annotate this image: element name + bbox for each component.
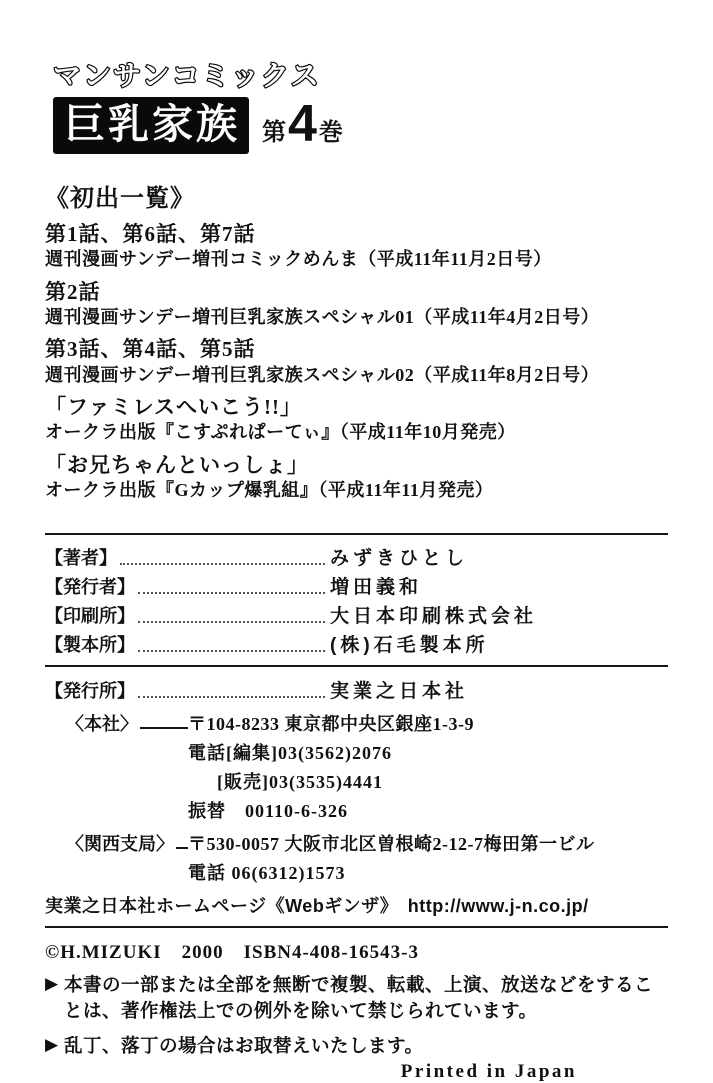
first-publication-heading: 《初出一覧》 <box>45 186 195 212</box>
volume-prefix: 第 <box>262 118 286 146</box>
phone-editorial: 電話[編集]03(3562)2076 <box>188 742 392 763</box>
copyright-isbn-line: ©H.MIZUKI 2000 ISBN4-408-16543-3 <box>45 941 419 963</box>
office-head-row <box>45 705 668 736</box>
volume-label <box>262 95 343 154</box>
credit-label: 【発行者】 <box>45 576 135 597</box>
triangle-bullet-icon: ▶ <box>45 973 59 993</box>
title-row <box>53 97 668 154</box>
divider <box>45 926 668 928</box>
legal-notice <box>45 973 668 1026</box>
phone-sales: [販売]03(3535)4441 <box>217 771 383 792</box>
credit-label: 【著者】 <box>45 547 117 568</box>
entry-title: 「ファミレスへいこう!!」 <box>45 395 302 420</box>
table-row <box>45 599 668 628</box>
series-logo: マンサンコミックス <box>53 60 321 91</box>
credit-label: 【製本所】 <box>45 634 135 655</box>
publisher-section <box>45 667 668 918</box>
footer-section <box>45 937 668 1083</box>
office-head-office <box>45 705 668 823</box>
office-contact-lines <box>45 736 668 823</box>
office-address: 〒104-8233 東京都中央区銀座1-3-9 <box>188 713 474 734</box>
publisher-name: 実業之日本社 <box>330 680 469 702</box>
office-name: 〈関西支局〉 <box>66 833 174 854</box>
table-row <box>45 541 668 570</box>
list-item <box>45 280 668 329</box>
dash-leader <box>140 727 188 729</box>
office-name: 〈本社〉 <box>66 713 138 734</box>
table-row <box>45 628 668 657</box>
entry-title: 第3話、第4話、第5話 <box>45 337 256 362</box>
volume-number: 4 <box>288 95 317 154</box>
list-item <box>45 395 668 444</box>
credit-value: 大日本印刷株式会社 <box>330 605 538 627</box>
credit-value: みずきひとし <box>330 547 469 569</box>
list-item <box>45 337 668 386</box>
postal-transfer: 振替 00110-6-326 <box>188 800 348 821</box>
dotted-leader <box>138 696 325 698</box>
list-item <box>45 222 668 271</box>
office-name-wrap <box>66 830 188 856</box>
replacement-notice <box>45 1034 668 1060</box>
homepage-url: 実業之日本社ホームページ《Webギンザ》 http://www.j-n.co.jp/ <box>45 895 589 916</box>
credit-value: (株)石毛製本所 <box>330 634 489 656</box>
logo-block <box>45 0 668 154</box>
office-address: 〒530-0057 大阪市北区曽根崎2-12-7梅田第一ビル <box>188 833 595 854</box>
volume-suffix: 巻 <box>318 118 343 146</box>
publisher-label: 【発行所】 <box>45 680 135 701</box>
printed-in-japan: Printed in Japan <box>400 1061 577 1083</box>
entry-source: オークラ出版『Gカップ爆乳組』（平成11年11月発売） <box>45 480 494 501</box>
entry-title: 第1話、第6話、第7話 <box>45 222 256 246</box>
dash-leader <box>176 847 188 849</box>
entry-source: オークラ出版『こすぷれぱーてぃ』（平成11年10月発売） <box>45 422 516 443</box>
office-contact-lines <box>45 856 668 885</box>
notice-text: 本書の一部または全部を無断で複製、転載、上演、放送などをすることは、著作権法上での例外を除いて禁じられています。 <box>64 975 654 1022</box>
table-row <box>45 674 668 703</box>
credit-value: 増田義和 <box>330 576 423 598</box>
first-publication-section <box>45 178 668 502</box>
dotted-leader <box>120 563 325 565</box>
triangle-bullet-icon: ▶ <box>45 1035 59 1055</box>
phone-kansai: 電話 06(6312)1573 <box>188 862 346 883</box>
book-title: 巨乳家族 <box>53 97 249 154</box>
office-name-wrap <box>66 710 188 736</box>
table-row <box>45 570 668 599</box>
entry-title: 第2話 <box>45 279 101 304</box>
entry-source: 週刊漫画サンデー増刊巨乳家族スペシャル02（平成11年8月2日号） <box>45 364 600 385</box>
entry-source: 週刊漫画サンデー増刊巨乳家族スペシャル01（平成11年4月2日号） <box>45 306 600 327</box>
dotted-leader <box>138 592 325 594</box>
credits-section <box>45 535 668 661</box>
list-item <box>45 453 668 502</box>
entry-source: 週刊漫画サンデー増刊コミックめんま（平成11年11月2日号） <box>45 249 552 270</box>
credit-label: 【印刷所】 <box>45 605 135 626</box>
entry-title: 「お兄ちゃんといっしょ」 <box>45 452 309 477</box>
dotted-leader <box>138 650 325 652</box>
dotted-leader <box>138 621 325 623</box>
notice-text: 乱丁、落丁の場合はお取替えいたします。 <box>64 1037 424 1058</box>
office-kansai-branch <box>45 825 668 885</box>
office-head-row <box>45 825 668 856</box>
